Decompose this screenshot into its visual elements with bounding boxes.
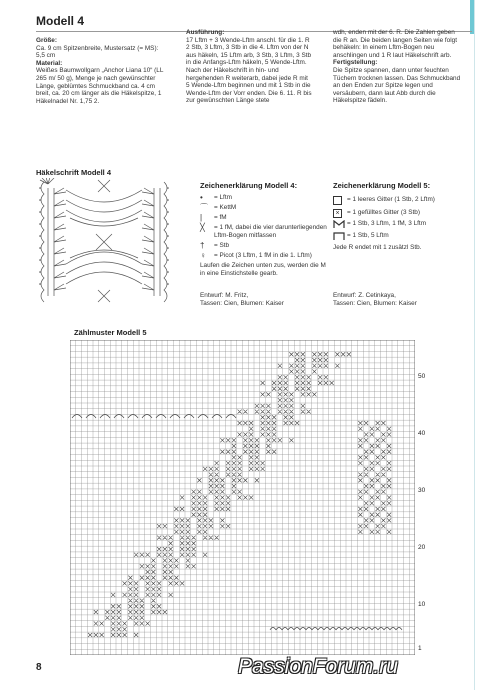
legend-modell-5 bbox=[333, 196, 465, 252]
row-label-10: 10 bbox=[418, 601, 426, 608]
header-accent-bar bbox=[470, 0, 474, 34]
legend4-item-sc-gather bbox=[200, 224, 328, 240]
credit4-design: Entwurf: M. Fritz, bbox=[200, 292, 249, 299]
row-label-20: 20 bbox=[418, 544, 426, 551]
row-label-1: 1 bbox=[418, 645, 422, 652]
legend5-item-filled-mesh bbox=[333, 209, 465, 218]
legend4-item-picot bbox=[200, 252, 328, 260]
material-label: Material: bbox=[36, 59, 63, 67]
groesse-text: Ca. 9 cm Spitzenbreite, Mustersatz (= MS): 5,5 cm bbox=[36, 44, 159, 60]
text-column-2 bbox=[186, 29, 312, 105]
slipstitch-symbol: ⌒ bbox=[200, 203, 208, 212]
material-text: Weißes Baumwollgarn „Anchor Liana 10“ (LL 265 m/ 50 g), Menge je nach gewünschter Länge, geblümtes Schmuckband ca. 4 cm breit, ca. 20 cm länger als die Häkelspitze, 1 Häkelnadel Nr. 1,75 2. bbox=[36, 67, 164, 105]
zaehlmuster-title: Zählmuster Modell 5 bbox=[74, 328, 147, 337]
filled-mesh-icon: × bbox=[333, 209, 342, 218]
bar-icon bbox=[333, 232, 345, 240]
legend4-item-text: = Picot (3 Lftm, 1 fM in die 1. Lftm) bbox=[214, 252, 312, 259]
legend5-item-empty-mesh bbox=[333, 196, 465, 207]
sc-symbol: | bbox=[200, 213, 203, 222]
legend5-item-text: = 1 leeres Gitter (1 Stb, 2 Lftm) bbox=[347, 196, 435, 203]
row-label-30: 30 bbox=[418, 487, 426, 494]
legend4-item-text: = KettM bbox=[214, 204, 237, 211]
crochet-diagram-modell-4 bbox=[30, 178, 190, 306]
legend5-item-text: = 1 Stb, 3 Lftm, 1 fM, 3 Lftm bbox=[347, 220, 427, 227]
legend5-item-lacet bbox=[333, 220, 465, 230]
legend-modell-4-title: Zeichenerklärung Modell 4: bbox=[200, 181, 298, 190]
cross-symbol: ╳ bbox=[200, 223, 205, 232]
legend4-item-chain bbox=[200, 194, 328, 202]
page-number: 8 bbox=[36, 662, 42, 673]
chain-symbol: • bbox=[200, 193, 203, 202]
legend-modell-4 bbox=[200, 194, 328, 278]
legend5-note: Jede R endet mit 1 zusätzl Stb. bbox=[333, 244, 422, 251]
legend4-item-text: = Lftm bbox=[214, 194, 232, 201]
empty-mesh-icon bbox=[333, 196, 342, 205]
ausfuehrung-label: Ausführung: bbox=[186, 29, 225, 36]
credit-modell-5 bbox=[333, 292, 465, 308]
groesse-label: Größe: bbox=[36, 37, 57, 44]
credit5-props: Tassen: Cien, Blumen: Kaiser bbox=[333, 300, 417, 307]
legend4-item-text: = fM bbox=[214, 214, 227, 221]
credit4-props: Tassen: Cien, Blumen: Kaiser bbox=[200, 300, 284, 307]
credit5-design: Entwurf: Z. Cetinkaya, bbox=[333, 292, 396, 299]
ausfuehrung-text: 17 Lftm + 3 Wende-Lftm anschl. für die 1. R 2 Stb, 3 Lftm, 3 Stb in die 4. Lftm von der N aus häkeln, 15 Lftm arb, 3 Stb, 3 Lftm, 3 Stb in die Anfangs-Lftm häkeln, 5 Wende-Lftm. Nach der Häkelschrift in hin- und hergehenden R weiterarb, dabei jede R mit 5 Wende-Lftm beginnen und mit 1 Stb in die Wende-Lftm der Vorr enden. Die 6. 11. R bis zur gewünschten Länge stete bbox=[186, 36, 312, 105]
legend5-item-text: = 1 Stb, 5 Lftm bbox=[347, 232, 389, 239]
filet-chart-modell-5 bbox=[70, 340, 415, 655]
picot-symbol: ♀ bbox=[200, 251, 206, 260]
fertigstellung-label: Fertigstellung: bbox=[333, 59, 378, 67]
legend4-item-slipstitch bbox=[200, 204, 328, 212]
credit-modell-4 bbox=[200, 292, 328, 308]
row-number-column bbox=[418, 340, 448, 655]
fertigstellung-text: Die Spitze spannen, dann unter feuchten Tüchern trocknen lassen. Das Schmuckband an den Enden zur Spitze legen und versäubern, dann laut Abb durch die Häkelspitze fädeln. bbox=[333, 66, 461, 105]
legend4-note: Laufen die Zeichen unten zus, werden die M in eine Einstichstelle gearb. bbox=[200, 262, 326, 277]
legend5-item-text: = 1 gefülltes Gitter (3 Stb) bbox=[347, 209, 420, 216]
text-column-3 bbox=[333, 29, 463, 105]
legend4-item-sc bbox=[200, 214, 328, 222]
legend-modell-5-title: Zeichenerklärung Modell 5: bbox=[333, 181, 431, 190]
watermark-logo: PassionForum.ru bbox=[238, 655, 398, 678]
legend4-item-dc bbox=[200, 242, 328, 250]
haekelschrift-title: Häkelschrift Modell 4 bbox=[36, 168, 112, 177]
legend4-item-text: = 1 fM, dabei die vier darunterliegenden Lftm-Bogen mitfassen bbox=[214, 224, 327, 239]
text-column-1 bbox=[36, 37, 168, 105]
dc-symbol: † bbox=[200, 241, 205, 250]
page-edge-line bbox=[474, 0, 475, 690]
lacet-icon bbox=[333, 220, 345, 228]
column3-text: wdh, enden mit der 6. R. Die Zahlen geben die R an. Die beiden langen Seiten wie folgt behäkeln: In einem Lftm-Bogen neu anschlingen und 1 R laut Häkelschrift arb. bbox=[333, 29, 457, 59]
row-label-50: 50 bbox=[418, 373, 426, 380]
row-label-40: 40 bbox=[418, 430, 426, 437]
page-title: Modell 4 bbox=[36, 14, 85, 28]
legend4-item-text: = Stb bbox=[214, 242, 230, 249]
legend5-item-bar bbox=[333, 232, 465, 242]
